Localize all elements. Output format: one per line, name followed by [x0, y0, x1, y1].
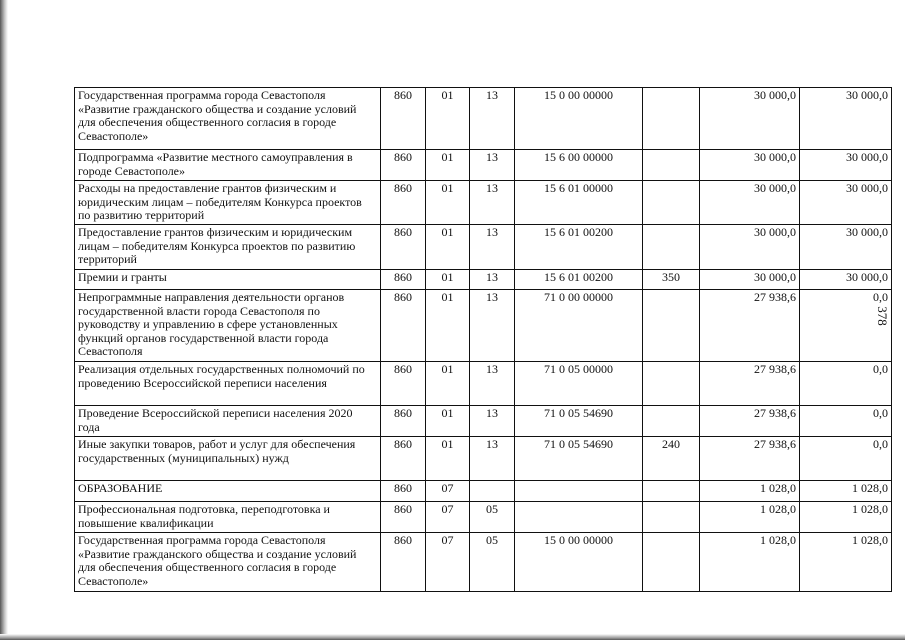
section-code-cell: 01: [426, 181, 470, 225]
row-name-cell: Премии и гранты: [75, 270, 381, 290]
amount-year1-cell: 30 000,0: [700, 88, 800, 150]
amount-year2-cell: 0,0: [800, 290, 892, 362]
ministry-code-cell: 860: [381, 88, 426, 150]
ministry-code-cell: 860: [381, 437, 426, 481]
subsection-code-cell: 13: [470, 437, 515, 481]
section-code-cell: 01: [426, 150, 470, 181]
amount-year1-cell: 27 938,6: [700, 362, 800, 406]
section-code-cell: 07: [426, 533, 470, 592]
amount-year2-cell: 30 000,0: [800, 88, 892, 150]
amount-year1-cell: 30 000,0: [700, 225, 800, 270]
row-name-cell: Расходы на предоставление грантов физическим и юридическим лицам – победителям Конкурса проектов по развитию территорий: [75, 181, 381, 225]
subsection-code-cell: 13: [470, 181, 515, 225]
amount-year2-cell: 30 000,0: [800, 150, 892, 181]
section-code-cell: 01: [426, 270, 470, 290]
subsection-code-cell: 13: [470, 362, 515, 406]
target-article-cell: [515, 502, 643, 533]
amount-year1-cell: 1 028,0: [700, 502, 800, 533]
expense-type-cell: 240: [643, 437, 700, 481]
row-name-cell: Предоставление грантов физическим и юридическим лицам – победителям Конкурса проектов по развитию территорий: [75, 225, 381, 270]
amount-year1-cell: 27 938,6: [700, 406, 800, 437]
row-name-cell: Реализация отдельных государственных полномочий по проведению Всероссийской переписи населения: [75, 362, 381, 406]
table-row: [75, 225, 892, 270]
row-name-cell: Подпрограмма «Развитие местного самоуправления в городе Севастополе»: [75, 150, 381, 181]
table-row: [75, 533, 892, 592]
target-article-cell: 71 0 05 54690: [515, 437, 643, 481]
table-row: [75, 406, 892, 437]
table-row: [75, 362, 892, 406]
row-name-cell: ОБРАЗОВАНИЕ: [75, 481, 381, 502]
amount-year1-cell: 27 938,6: [700, 290, 800, 362]
subsection-code-cell: 05: [470, 502, 515, 533]
subsection-code-cell: 13: [470, 88, 515, 150]
amount-year2-cell: 1 028,0: [800, 533, 892, 592]
expense-type-cell: [643, 502, 700, 533]
expense-type-cell: [643, 481, 700, 502]
amount-year2-cell: 0,0: [800, 437, 892, 481]
scan-edge-left: [0, 0, 8, 640]
row-name-cell: Государственная программа города Севастополя «Развитие гражданского общества и создание условий для обеспечения общественного согласия в городе Севастополе»: [75, 88, 381, 150]
row-name-cell: Проведение Всероссийской переписи населения 2020 года: [75, 406, 381, 437]
section-code-cell: 01: [426, 88, 470, 150]
ministry-code-cell: 860: [381, 181, 426, 225]
section-code-cell: 01: [426, 362, 470, 406]
subsection-code-cell: [470, 481, 515, 502]
scan-edge-bottom: [0, 634, 905, 640]
amount-year1-cell: 1 028,0: [700, 481, 800, 502]
ministry-code-cell: 860: [381, 533, 426, 592]
expense-type-cell: [643, 150, 700, 181]
subsection-code-cell: 13: [470, 406, 515, 437]
section-code-cell: 07: [426, 502, 470, 533]
amount-year2-cell: 1 028,0: [800, 481, 892, 502]
expense-type-cell: [643, 225, 700, 270]
expense-type-cell: [643, 88, 700, 150]
ministry-code-cell: 860: [381, 290, 426, 362]
amount-year1-cell: 1 028,0: [700, 533, 800, 592]
table-row: [75, 437, 892, 481]
ministry-code-cell: 860: [381, 150, 426, 181]
target-article-cell: 71 0 00 00000: [515, 290, 643, 362]
target-article-cell: 15 6 01 00200: [515, 225, 643, 270]
amount-year2-cell: 30 000,0: [800, 225, 892, 270]
table-row: [75, 88, 892, 150]
ministry-code-cell: 860: [381, 502, 426, 533]
amount-year2-cell: 30 000,0: [800, 181, 892, 225]
target-article-cell: 15 6 01 00200: [515, 270, 643, 290]
subsection-code-cell: 13: [470, 270, 515, 290]
table-row: [75, 290, 892, 362]
section-code-cell: 01: [426, 225, 470, 270]
section-code-cell: 01: [426, 290, 470, 362]
amount-year2-cell: 30 000,0: [800, 270, 892, 290]
ministry-code-cell: 860: [381, 225, 426, 270]
row-name-cell: Иные закупки товаров, работ и услуг для обеспечения государственных (муниципальных) нужд: [75, 437, 381, 481]
ministry-code-cell: 860: [381, 481, 426, 502]
section-code-cell: 07: [426, 481, 470, 502]
amount-year2-cell: 0,0: [800, 406, 892, 437]
ministry-code-cell: 860: [381, 270, 426, 290]
target-article-cell: [515, 481, 643, 502]
row-name-cell: Государственная программа города Севастополя «Развитие гражданского общества и создание условий для обеспечения общественного согласия в городе Севастополе»: [75, 533, 381, 592]
page-number: 378: [874, 306, 890, 326]
expense-type-cell: [643, 362, 700, 406]
amount-year1-cell: 30 000,0: [700, 181, 800, 225]
budget-table: [74, 87, 892, 592]
target-article-cell: 15 0 00 00000: [515, 88, 643, 150]
expense-type-cell: [643, 290, 700, 362]
target-article-cell: 15 6 00 00000: [515, 150, 643, 181]
expense-type-cell: [643, 533, 700, 592]
expense-type-cell: [643, 406, 700, 437]
subsection-code-cell: 13: [470, 225, 515, 270]
subsection-code-cell: 13: [470, 150, 515, 181]
table-row: [75, 502, 892, 533]
table-row: [75, 270, 892, 290]
table-row: [75, 150, 892, 181]
target-article-cell: 71 0 05 00000: [515, 362, 643, 406]
target-article-cell: 15 0 00 00000: [515, 533, 643, 592]
row-name-cell: Профессиональная подготовка, переподготовка и повышение квалификации: [75, 502, 381, 533]
target-article-cell: 71 0 05 54690: [515, 406, 643, 437]
subsection-code-cell: 13: [470, 290, 515, 362]
amount-year2-cell: 0,0: [800, 362, 892, 406]
amount-year1-cell: 30 000,0: [700, 150, 800, 181]
table-row: [75, 481, 892, 502]
ministry-code-cell: 860: [381, 406, 426, 437]
row-name-cell: Непрограммные направления деятельности органов государственной власти города Севастополя по руководству и управлению в сфере установленных функций органов государственной власти города Севастополя: [75, 290, 381, 362]
amount-year2-cell: 1 028,0: [800, 502, 892, 533]
expense-type-cell: 350: [643, 270, 700, 290]
amount-year1-cell: 30 000,0: [700, 270, 800, 290]
table-row: [75, 181, 892, 225]
section-code-cell: 01: [426, 437, 470, 481]
expense-type-cell: [643, 181, 700, 225]
ministry-code-cell: 860: [381, 362, 426, 406]
subsection-code-cell: 05: [470, 533, 515, 592]
target-article-cell: 15 6 01 00000: [515, 181, 643, 225]
section-code-cell: 01: [426, 406, 470, 437]
amount-year1-cell: 27 938,6: [700, 437, 800, 481]
